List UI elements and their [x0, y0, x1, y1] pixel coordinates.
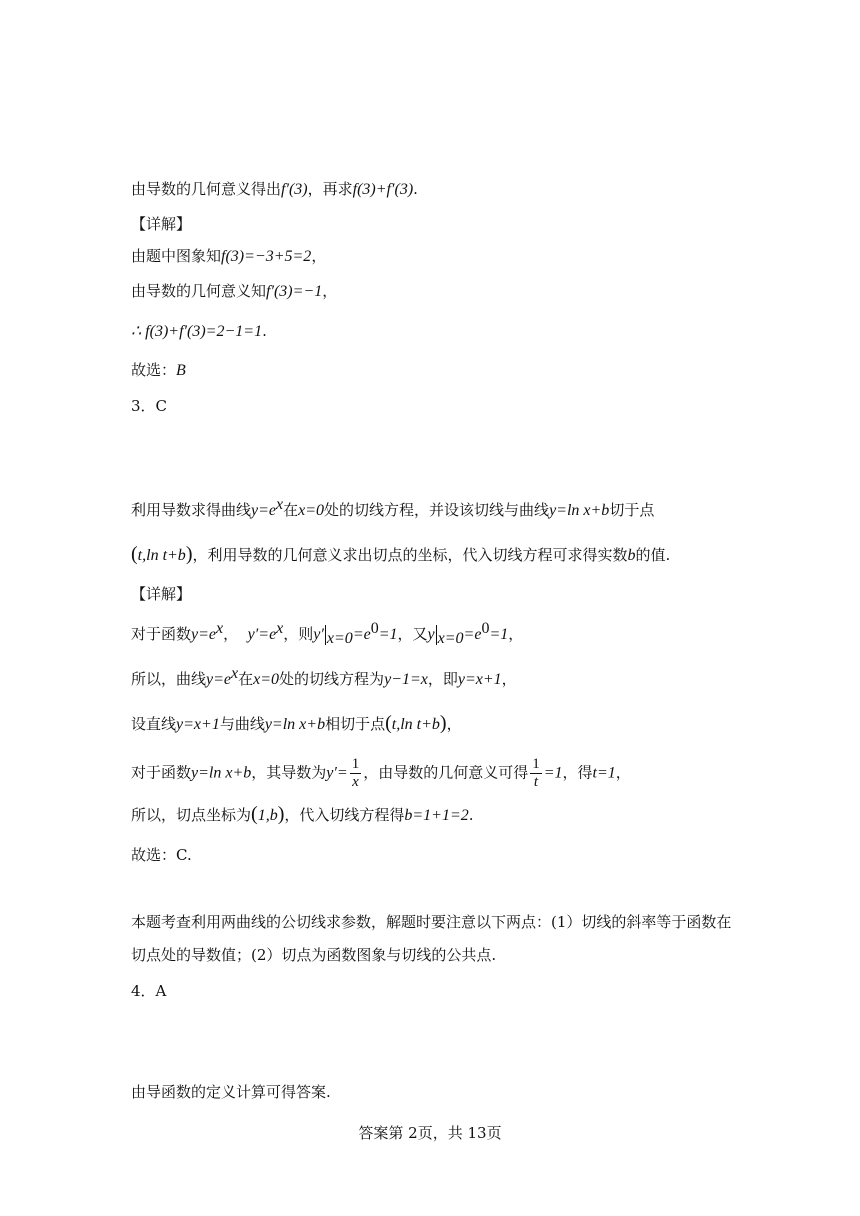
- q2-step2: [131, 281, 337, 302]
- subscript: x=0: [437, 630, 464, 647]
- math: y=e: [206, 671, 232, 688]
- text: ，: [322, 282, 338, 300]
- q3-analysis-line1: 利用导数求得曲线$y=e^x$在x=0处的切线方程，并设该切线与曲线y=ln x+b切于点: [131, 496, 655, 519]
- math: 1,b: [257, 807, 278, 824]
- text: 处的切线方程，并设该切线与曲线: [324, 501, 550, 519]
- text: 相切于点: [325, 715, 386, 733]
- text: ，由导数的几何意义可得: [363, 763, 529, 782]
- q3-number: 3．C: [131, 397, 168, 415]
- math: y=ln x+b: [549, 502, 610, 519]
- text: .: [413, 180, 418, 198]
- fraction: [350, 757, 362, 790]
- math: =e: [463, 626, 482, 643]
- fraction: [530, 757, 542, 790]
- text: 与曲线: [219, 715, 265, 733]
- text: 设直线: [131, 715, 177, 733]
- math: b=1+1=2: [404, 807, 469, 824]
- text: 利用导数求得曲线: [131, 501, 252, 519]
- math: y′=e: [247, 626, 277, 643]
- text: .: [468, 806, 474, 824]
- text: ，得: [562, 763, 593, 782]
- math: =1: [378, 626, 398, 643]
- text: ，即: [427, 670, 458, 688]
- text: 处的切线方程为: [279, 670, 385, 688]
- q4-analysis: 由导函数的定义计算可得答案.: [131, 1083, 331, 1101]
- q3-detail-heading: 【详解】: [131, 585, 192, 603]
- text: ，代入切线方程得: [284, 806, 405, 824]
- math: x=0: [253, 671, 280, 688]
- text: ，: [508, 625, 524, 643]
- math: t,ln t+b: [137, 547, 186, 564]
- text: 故选：: [131, 361, 177, 379]
- q3-comment-line2: 切点处的导数值；(2）切点为函数图象与切线的公共点.: [131, 946, 497, 964]
- math: t=1: [592, 764, 616, 782]
- text: ，其导数为: [251, 763, 327, 782]
- denominator: x: [352, 774, 359, 790]
- q2-step1: [131, 246, 326, 267]
- text: ，: [615, 763, 631, 782]
- text: ，: [501, 670, 517, 688]
- text: ，则: [283, 625, 314, 643]
- q2-choice: [131, 360, 186, 381]
- math: y=e: [191, 626, 217, 643]
- q3-step3: 设直线y=x+1与曲线y=ln x+b相切于点(t,ln t+b)，: [131, 712, 462, 734]
- math: =1: [489, 626, 509, 643]
- math: y′: [313, 626, 324, 643]
- text: .: [262, 322, 267, 340]
- text: 切于点: [609, 501, 655, 519]
- math: y=e: [251, 502, 277, 519]
- text: ，利用导数的几何意义求出切点的坐标，代入切线方程可求得实数: [192, 546, 628, 564]
- q3-step5: 所以，切点坐标为(1,b)，代入切线方程得b=1+1=2.: [131, 803, 474, 825]
- q3-step1: 对于函数$y=e^x$， $y'=e^x$，则y′ $_{x=0}=e^0=1$，又y $_{x=0}=e^0=1$，: [131, 620, 524, 647]
- q3-step2: 所以，曲线$y=e^x$在x=0处的切线方程为y−1=x，即y=x+1，: [131, 665, 517, 688]
- text: 由导数的几何意义知: [131, 282, 267, 300]
- math: y=ln x+b: [264, 716, 326, 733]
- math: y=ln x+b: [191, 764, 252, 782]
- math: =e: [352, 626, 371, 643]
- text: 所以，曲线: [131, 670, 207, 688]
- subscript: x=0: [326, 630, 353, 647]
- q3-choice: 故选：C.: [131, 846, 192, 864]
- math: y−1=x: [384, 671, 428, 688]
- numerator: 1: [532, 756, 540, 772]
- page-footer: 答案第 2页，共 13页: [358, 1124, 502, 1142]
- text: ，: [446, 715, 462, 733]
- denominator: t: [533, 774, 539, 790]
- text: 对于函数: [131, 763, 192, 782]
- math: b: [627, 547, 636, 564]
- q4-number: 4．A: [131, 982, 167, 1000]
- q3-comment-line1: 本题考查利用两曲线的公切线求参数，解题时要注意以下两点：(1）切线的斜率等于函数在: [131, 913, 732, 931]
- math: y: [427, 626, 435, 643]
- text: ，又: [397, 625, 428, 643]
- math: t,ln t+b: [391, 716, 440, 733]
- math: =1: [543, 764, 563, 782]
- text: 在: [283, 501, 299, 519]
- math: ∴ f(3)+f′(3)=2−1=1: [131, 323, 263, 340]
- text: 由题中图象知: [131, 247, 222, 265]
- text: ，: [311, 247, 327, 265]
- math: x=0: [298, 502, 325, 519]
- text: 在: [238, 670, 254, 688]
- math: y=x+1: [457, 671, 502, 688]
- numerator: 1: [351, 756, 360, 772]
- text: ，再求: [307, 180, 353, 198]
- math: y′=: [326, 764, 348, 782]
- q3-step4: [131, 757, 631, 790]
- q2-analysis: [131, 179, 418, 200]
- text: 的值.: [635, 546, 671, 564]
- math: f′(3): [281, 181, 308, 198]
- q2-step3: [131, 321, 267, 342]
- math: f(3)+f′(3): [352, 181, 414, 198]
- math: f′(3)=−1: [266, 283, 323, 300]
- math: y=x+1: [176, 716, 220, 733]
- q2-detail-heading: 【详解】: [131, 215, 192, 233]
- q3-analysis-line2: (t,ln t+b)，利用导数的几何意义求出切点的坐标，代入切线方程可求得实数b的值.: [131, 543, 671, 565]
- choice-letter: B: [176, 362, 186, 379]
- math: f(3)=−3+5=2: [221, 248, 312, 265]
- text: 对于函数: [131, 625, 192, 643]
- text: 所以，切点坐标为: [131, 806, 252, 824]
- text: 由导数的几何意义得出: [131, 180, 282, 198]
